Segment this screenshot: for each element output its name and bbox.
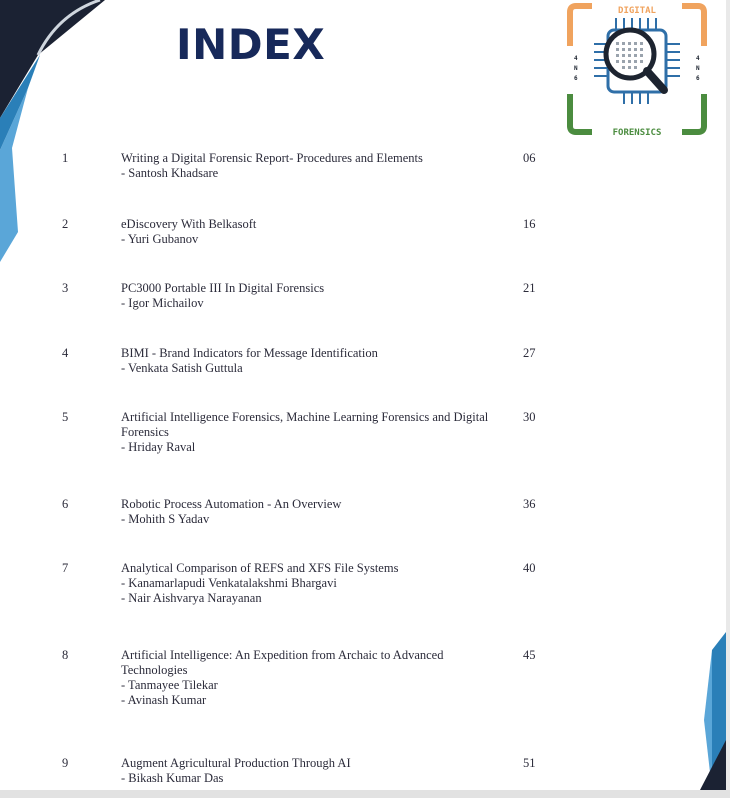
entry-author: - Mohith S Yadav: [121, 512, 210, 526]
entry-page-number: 27: [523, 346, 536, 360]
entry-text: [121, 346, 513, 376]
digital-forensics-logo: [566, 2, 708, 138]
magnifier-chip-icon: [594, 18, 680, 104]
entry-title: PC3000 Portable III In Digital Forensics: [121, 281, 325, 295]
entry-author: - Nair Aishvarya Narayanan: [121, 591, 262, 605]
page-title: INDEX: [176, 20, 326, 69]
logo-left-char-3: 6: [574, 75, 578, 82]
entry-text: [121, 151, 513, 181]
entry-author: - Hriday Raval: [121, 440, 196, 454]
entry-author: - Venkata Satish Guttula: [121, 361, 243, 375]
entry-author: - Igor Michailov: [121, 296, 204, 310]
entry-text: [121, 410, 513, 455]
entry-title: Writing a Digital Forensic Report- Procedures and Elements: [121, 151, 423, 165]
entry-title: Artificial Intelligence: An Expedition from Archaic to Advanced: [121, 648, 444, 662]
entry-page-number: 36: [523, 497, 536, 511]
entry-number: 3: [62, 281, 69, 295]
entry-text: [121, 281, 513, 311]
entry-number: 9: [62, 756, 69, 770]
entry-title-continued: Technologies: [121, 663, 188, 677]
entry-title: Analytical Comparison of REFS and XFS File Systems: [121, 561, 399, 575]
entry-page-number: 45: [523, 648, 536, 662]
logo-right-char-2: N: [696, 65, 700, 72]
entry-number: 2: [62, 217, 69, 231]
entry-number: 5: [62, 410, 69, 424]
entry-page-number: 06: [523, 151, 536, 165]
entry-page-number: 40: [523, 561, 536, 575]
entry-title: eDiscovery With Belkasoft: [121, 217, 257, 231]
logo-left-char-2: N: [574, 65, 578, 72]
logo-top-text: DIGITAL: [618, 6, 656, 16]
logo-left-char-1: 4: [574, 55, 578, 62]
entry-number: 8: [62, 648, 69, 662]
entry-text: [121, 756, 513, 786]
entry-text: [121, 217, 513, 247]
entry-text: [121, 497, 513, 527]
entry-title: Artificial Intelligence Forensics, Machine Learning Forensics and Digital: [121, 410, 489, 424]
entry-page-number: 16: [523, 217, 536, 231]
viewer-bottom-edge: [0, 790, 730, 798]
logo-bottom-text: FORENSICS: [612, 128, 662, 138]
entry-page-number: 51: [523, 756, 536, 770]
logo-right-char-3: 6: [696, 75, 700, 82]
logo-right-char-1: 4: [696, 55, 700, 62]
entry-text: [121, 648, 513, 708]
entry-page-number: 30: [523, 410, 536, 424]
entry-page-number: 21: [523, 281, 536, 295]
entry-author: - Bikash Kumar Das: [121, 771, 224, 785]
entry-author: - Avinash Kumar: [121, 693, 207, 707]
entry-author: - Santosh Khadsare: [121, 166, 219, 180]
entry-title: Augment Agricultural Production Through AI: [121, 756, 351, 770]
entry-author: - Kanamarlapudi Venkatalakshmi Bhargavi: [121, 576, 337, 590]
entry-number: 4: [62, 346, 69, 360]
entry-author: - Tanmayee Tilekar: [121, 678, 218, 692]
entry-author: - Yuri Gubanov: [121, 232, 199, 246]
entry-title: BIMI - Brand Indicators for Message Identification: [121, 346, 378, 360]
corner-decoration-top-left: [0, 0, 120, 280]
entry-number: 7: [62, 561, 69, 575]
entry-title: Robotic Process Automation - An Overview: [121, 497, 342, 511]
entry-text: [121, 561, 513, 606]
entry-title-continued: Forensics: [121, 425, 169, 439]
entry-number: 6: [62, 497, 69, 511]
entry-number: 1: [62, 151, 69, 165]
